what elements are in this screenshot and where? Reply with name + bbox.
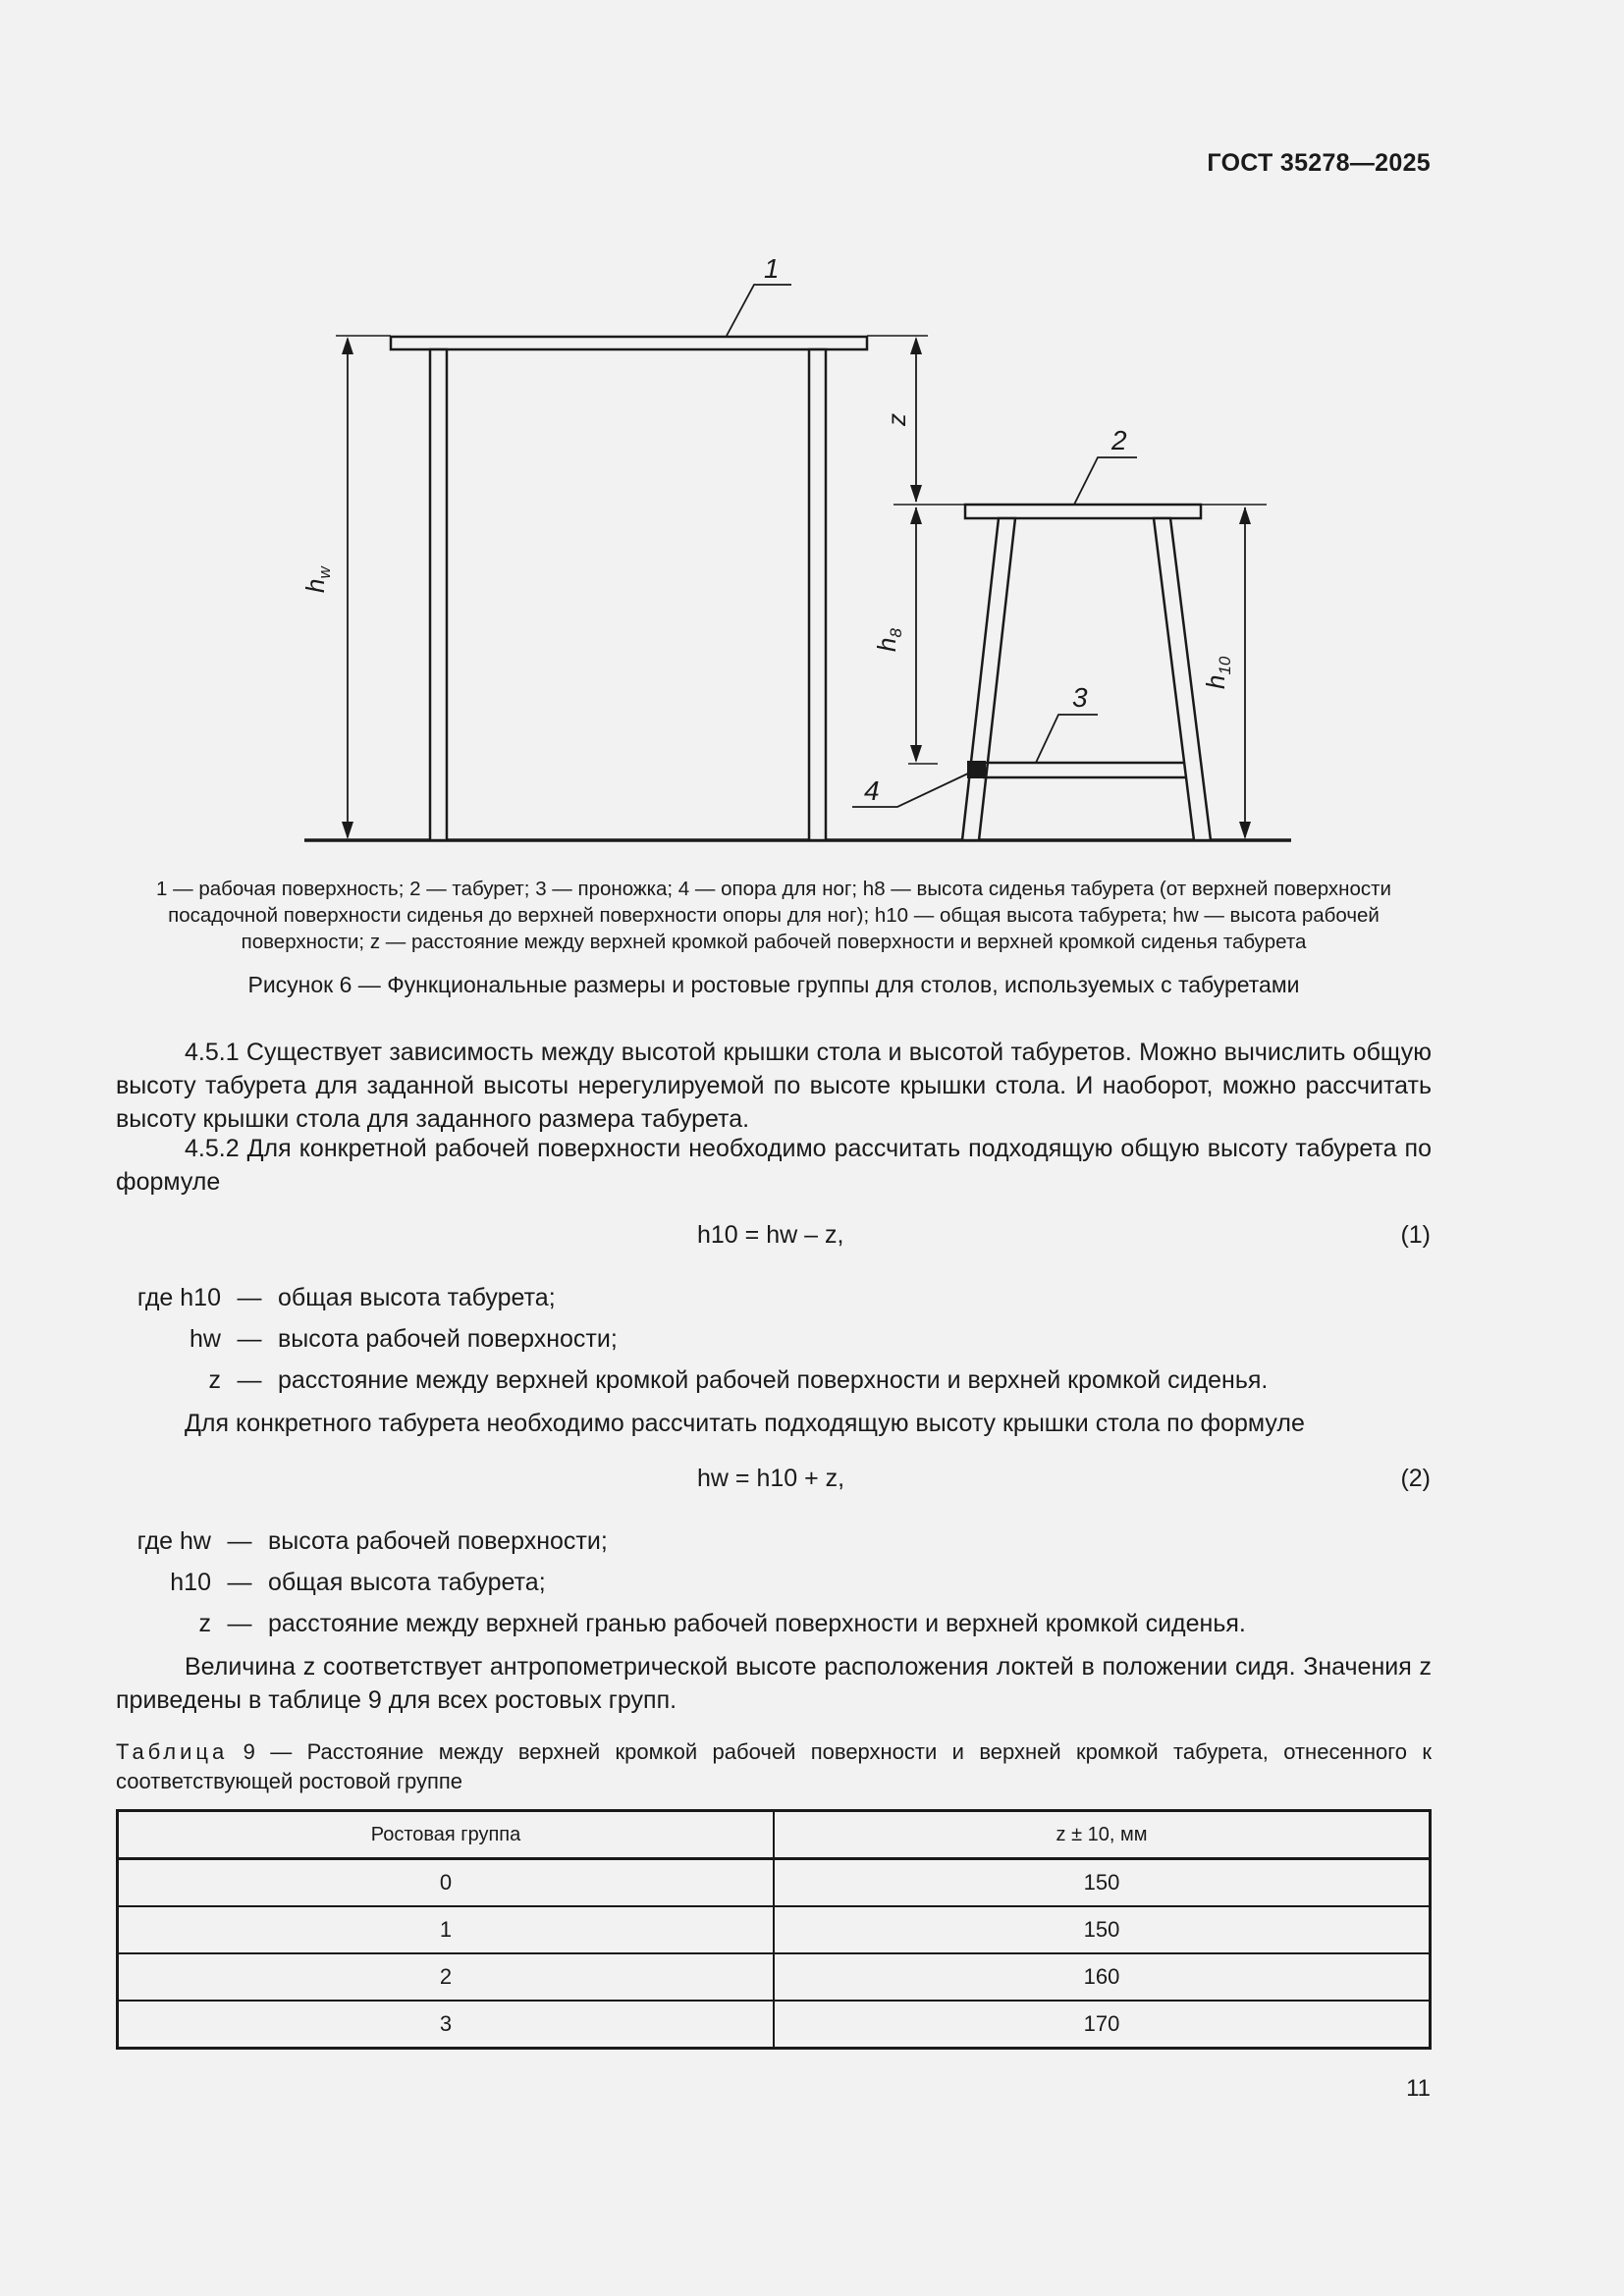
stool-seat [965,505,1201,518]
foot-support [967,761,986,778]
document-header: ГОСТ 35278—2025 [1207,149,1431,177]
figure-title: Рисунок 6 — Функциональные размеры и ростовые группы для столов, используемых с табуретами [247,972,1300,997]
label-2: 2 [1111,425,1127,455]
dash: — [227,1569,252,1596]
table-caption [116,1737,1432,1796]
formula-2: hw = h10 + z, [697,1465,845,1492]
dash: — [237,1284,262,1311]
label-1: 1 [764,253,780,284]
table-cell: 150 [774,1906,1431,1953]
definition-text: расстояние между верхней кромкой рабочей поверхности и верхней кромкой сиденья. [278,1366,1269,1394]
table-caption-text: 9 — Расстояние между верхней кромкой рабочей поверхности и верхней кромкой табурета, отнесенного к соответствующей ростовой группе [116,1739,1432,1793]
table-header-cell: z ± 10, мм [774,1811,1431,1859]
figure-6-drawing [0,0,1624,864]
definition-text: общая высота табурета; [268,1569,546,1596]
label-z: z [882,413,911,426]
stool-leg-left [962,518,1015,840]
table-cell: 0 [118,1859,775,1907]
table-cell: 3 [118,2001,775,2049]
table-row [118,1859,1431,1907]
definition-text: расстояние между верхней гранью рабочей поверхности и верхней кромкой сиденья. [268,1610,1246,1637]
table-cell: 2 [118,1953,775,2001]
definition-row [131,1569,1246,1610]
figure-legend [116,876,1432,955]
label-h8: $h_8$ [872,628,905,652]
formula-1: h10 = hw – z, [697,1221,844,1249]
leader-2 [1074,457,1137,505]
figure-legend-line-3: поверхности; z — расстояние между верхней кромкой рабочей поверхности и верхней кромкой сиденья табурета [241,931,1307,953]
definition-list-1 [131,1284,1268,1408]
figure-legend-line-2: посадочной поверхности сиденья до верхней поверхности опоры для ног); h10 — общая высота табурета; hw — высота рабочей [168,904,1380,927]
paragraph-4-5-1: 4.5.1 Существует зависимость между высотой крышки стола и высотой табуретов. Можно вычислить общую высоту табурета для заданной высоты нерегулируемой по высоте крышки стола. И наоборот, можно рассчитать высоту крышки стола для заданного размера табурета. [116,1039,1432,1133]
definition-row [131,1284,1268,1325]
definition-row [131,1527,1246,1569]
table-row [118,1906,1431,1953]
label-h10: $h_{10}$ [1201,656,1234,689]
table-leg-left [430,349,447,840]
table-leg-right [809,349,826,840]
figure-legend-line-1: 1 — рабочая поверхность; 2 — табурет; 3 — проножка; 4 — опора для ног; h8 — высота сиденья табурета (от верхней поверхности [156,878,1391,900]
dash: — [237,1366,262,1394]
dash: — [227,1610,252,1637]
paragraph-z-value: Величина z соответствует антропометрической высоте расположения локтей в положении сидя. Значения z приведены в таблице 9 для всех ростовых групп. [116,1653,1432,1714]
table-row [118,1953,1431,2001]
equation-number-2: (2) [1400,1465,1431,1492]
table-header-cell: Ростовая группа [118,1811,775,1859]
page-number: 11 [1406,2075,1431,2102]
paragraph-4-5-2: 4.5.2 Для конкретной рабочей поверхности необходимо рассчитать подходящую общую высоту табурета по формуле [116,1135,1432,1196]
table-9 [116,1809,1432,2050]
where-word: где [136,1527,174,1555]
where-word: где [136,1284,174,1311]
paragraph-stool: Для конкретного табурета необходимо рассчитать подходящую высоту крышки стола по формуле [185,1410,1305,1437]
definition-symbol: h10 [170,1569,211,1596]
definition-row [131,1366,1268,1408]
label-3: 3 [1072,682,1088,713]
label-4: 4 [864,775,880,806]
definition-text: высота рабочей поверхности; [278,1325,618,1353]
dash: — [237,1325,262,1353]
definition-symbol: h10 [180,1284,221,1311]
definition-symbol: hw [189,1325,221,1353]
dash: — [227,1527,252,1555]
definition-symbol: z [208,1366,221,1394]
definition-symbol: z [198,1610,211,1637]
definition-text: общая высота табурета; [278,1284,556,1311]
definition-row [131,1325,1268,1366]
leader-1 [727,285,791,336]
table-top [391,337,867,349]
table-row [118,2001,1431,2049]
leader-3 [1036,715,1098,763]
definition-list-2 [131,1527,1246,1651]
definition-symbol: hw [180,1527,211,1555]
table-cell: 1 [118,1906,775,1953]
definition-row [131,1610,1246,1651]
table-cell: 170 [774,2001,1431,2049]
table-cell: 150 [774,1859,1431,1907]
table-header-row [118,1811,1431,1859]
table-cell: 160 [774,1953,1431,2001]
table-caption-word: Таблица [116,1739,229,1764]
equation-number-1: (1) [1400,1221,1431,1249]
definition-text: высота рабочей поверхности; [268,1527,608,1555]
label-hw: $h_w$ [300,566,334,593]
